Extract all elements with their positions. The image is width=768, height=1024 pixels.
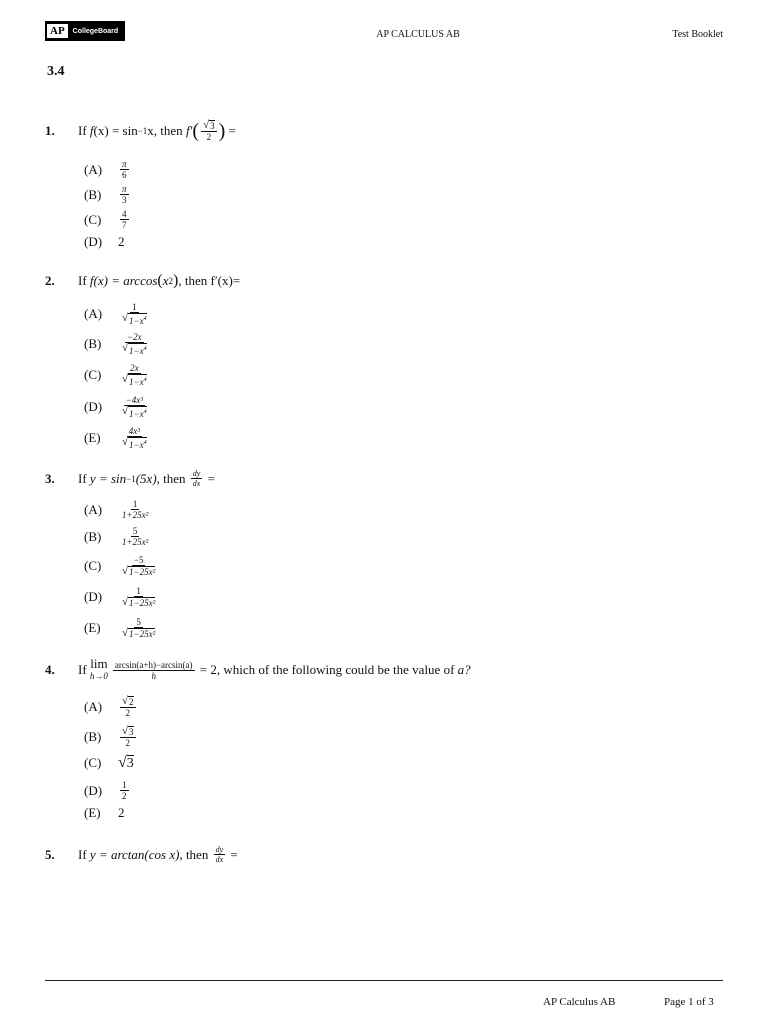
limit-subscript: h→0 xyxy=(89,671,108,681)
option-radicand: 3 xyxy=(126,756,134,771)
q4-option-e[interactable] xyxy=(84,805,125,821)
header-booklet-label: Test Booklet xyxy=(672,29,723,40)
option-radicand: 1−x xyxy=(129,409,144,419)
close-paren: ) xyxy=(218,120,226,142)
option-denominator: 2 xyxy=(125,708,131,718)
option-denominator: 3 xyxy=(122,195,127,205)
option-denominator: 7 xyxy=(122,220,127,230)
option-label: (D) xyxy=(84,399,103,414)
option-radicand: 2 xyxy=(129,697,134,707)
argument-fraction: √ 3 2 xyxy=(203,119,215,142)
question-number: 1. xyxy=(45,123,55,138)
limit-word: lim xyxy=(90,656,108,671)
equals-sign: = xyxy=(230,846,238,862)
q3-option-b[interactable] xyxy=(84,526,152,547)
q1-option-c[interactable] xyxy=(84,209,131,230)
question-variable: a? xyxy=(457,662,471,677)
option-numerator: 5 xyxy=(136,617,141,627)
option-radicand: 1−25x² xyxy=(129,629,156,639)
option-numerator: 5 xyxy=(132,526,138,536)
equals-sign: = xyxy=(207,470,215,486)
derivative-numerator: dy xyxy=(215,845,224,854)
radicand-exponent: 4 xyxy=(143,377,147,383)
option-label: (D) xyxy=(84,782,103,798)
page-indicator: Page 1 of 3 xyxy=(664,996,714,1008)
logo-collegeboard-text: CollegeBoard xyxy=(72,27,119,35)
option-radicand: 1−25x² xyxy=(129,567,156,577)
q1-option-b[interactable] xyxy=(84,184,131,205)
option-label: (B) xyxy=(84,528,102,544)
section-number: 3.4 xyxy=(47,64,65,79)
option-label: (C) xyxy=(84,755,102,770)
q3-option-a[interactable] xyxy=(84,499,152,520)
question-expression: y = arctan(cos x) xyxy=(89,846,180,862)
question-4 xyxy=(45,658,471,682)
option-radicand: 1−25x² xyxy=(129,598,156,608)
argument-denominator: 2 xyxy=(206,132,212,142)
option-numerator: π xyxy=(122,159,127,169)
option-label: (E) xyxy=(84,430,101,445)
option-radicand: 1−x xyxy=(129,346,144,356)
q2-option-c[interactable]: (C) 2x √ $1-x^4$ xyxy=(84,363,147,387)
option-radicand: 3 xyxy=(129,727,134,737)
q4-option-b[interactable]: (B) √ 3 2 xyxy=(84,725,134,748)
question-expression: (x) = sin xyxy=(93,123,138,138)
question-lead: If xyxy=(78,123,87,138)
option-denominator: 2 xyxy=(125,738,131,748)
option-numerator: 1 xyxy=(132,499,138,509)
option-label: (A) xyxy=(84,306,103,321)
option-label: (B) xyxy=(84,186,102,202)
option-label: (A) xyxy=(84,699,103,714)
question-number: 5. xyxy=(45,846,55,862)
q2-option-d[interactable]: (D) −4x³ √ $1-x^4$ xyxy=(84,395,147,419)
q2-option-b[interactable]: (B) −2x √ $1-x^4$ xyxy=(84,332,147,356)
open-paren: ( xyxy=(192,120,200,142)
argument-exponent: 2 xyxy=(168,276,174,286)
option-label: (E) xyxy=(84,620,101,635)
difference-quotient xyxy=(113,660,195,681)
question-lead: If xyxy=(78,273,87,288)
question-5 xyxy=(45,845,238,864)
radicand-exponent: 4 xyxy=(143,316,147,322)
option-denominator: 2 xyxy=(122,791,127,801)
q1-option-a[interactable] xyxy=(84,159,131,180)
option-numerator: 1 xyxy=(136,586,141,596)
radicand-exponent: 4 xyxy=(143,409,147,415)
question-expression: y = sin xyxy=(89,470,127,486)
quotient-numerator: arcsin(a+h)−arcsin(a) xyxy=(114,659,193,670)
q2-option-a[interactable]: (A) 1 √ $1-x^4$ xyxy=(84,302,147,326)
quotient-denominator: h xyxy=(151,670,156,681)
option-denominator: 1+25x² xyxy=(122,537,149,547)
option-label: (C) xyxy=(84,558,102,573)
q3-option-d[interactable]: (D) 1 √ 1−25x² xyxy=(84,586,156,608)
footer-divider xyxy=(45,980,723,981)
option-numerator: 2x xyxy=(130,363,139,373)
option-numerator: 4 xyxy=(122,209,127,219)
equals-sign: = xyxy=(228,123,236,138)
q3-option-e[interactable]: (E) 5 √ 1−25x² xyxy=(84,617,156,639)
argument-radicand: 3 xyxy=(210,121,215,131)
question-expression: f(x) = arccos xyxy=(89,273,158,288)
q1-option-d[interactable] xyxy=(84,234,125,250)
option-numerator: 4x³ xyxy=(128,426,140,436)
option-label: (B) xyxy=(84,336,102,351)
footer-title: AP Calculus AB xyxy=(543,996,616,1008)
option-numerator: 1 xyxy=(122,780,127,790)
derivative-numerator: dy xyxy=(192,469,201,478)
derivative-symbol: f′ xyxy=(185,123,193,138)
option-label: (D) xyxy=(84,234,103,249)
option-label: (D) xyxy=(84,589,103,604)
argument-variable: x xyxy=(162,273,169,288)
question-number: 2. xyxy=(45,273,55,288)
function-name: f xyxy=(89,123,94,138)
header-title: AP CALCULUS AB xyxy=(376,29,460,40)
option-label: (A) xyxy=(84,161,103,177)
question-2: 2. If f(x) = arccos ( x 2 ) , then f′(x)= xyxy=(45,272,241,289)
inverse-exponent: −1 xyxy=(126,473,136,484)
q4-option-a[interactable]: (A) √ 2 2 xyxy=(84,695,134,718)
option-radicand: 1−x xyxy=(129,377,144,387)
radicand-exponent: 4 xyxy=(143,440,147,446)
question-number: 3. xyxy=(45,470,55,486)
option-numerator: −5 xyxy=(133,555,144,565)
question-lead: If xyxy=(78,662,87,677)
option-numerator: 1 xyxy=(132,302,137,312)
question-lead: If xyxy=(78,846,87,862)
option-numerator: π xyxy=(122,184,127,194)
option-radicand: 1−x xyxy=(129,316,144,326)
derivative-denominator: dx xyxy=(215,855,224,864)
q3-option-c[interactable]: (C) −5 √ 1−25x² xyxy=(84,555,156,577)
question-tail: = 2, which of the following could be the value of xyxy=(199,662,455,677)
radicand-exponent: 4 xyxy=(143,346,147,352)
limit-operator xyxy=(90,658,108,682)
option-numerator: −4x³ xyxy=(125,395,143,405)
option-numerator: −2x xyxy=(127,332,142,342)
q4-option-d[interactable] xyxy=(84,780,131,801)
option-label: (E) xyxy=(84,805,101,820)
option-radicand: 1−x xyxy=(129,440,144,450)
option-denominator: 6 xyxy=(122,170,127,180)
q2-option-e[interactable]: (E) 4x³ √ $1-x^4$ xyxy=(84,426,147,450)
option-label: (B) xyxy=(84,729,102,744)
question-argument: (5x) xyxy=(135,470,157,486)
derivative-denominator: dx xyxy=(192,479,201,488)
option-label: (C) xyxy=(84,211,102,227)
logo-ap-text: AP xyxy=(47,24,68,38)
question-tail: , then xyxy=(156,470,186,486)
option-denominator: 1+25x² xyxy=(122,510,149,520)
question-variable: x, then xyxy=(147,123,183,138)
question-1 xyxy=(45,120,236,142)
option-label: (C) xyxy=(84,367,102,382)
question-tail: , then f′(x)= xyxy=(178,273,241,288)
option-label: (A) xyxy=(84,501,103,517)
inverse-exponent: −1 xyxy=(137,126,148,136)
question-number: 4. xyxy=(45,662,55,677)
question-tail: , then xyxy=(179,846,209,862)
q4-option-c[interactable]: (C) √ 3 xyxy=(84,754,134,771)
question-3 xyxy=(45,469,215,488)
option-value: 2 xyxy=(118,805,125,820)
option-value: 2 xyxy=(118,234,125,249)
question-lead: If xyxy=(78,470,87,486)
